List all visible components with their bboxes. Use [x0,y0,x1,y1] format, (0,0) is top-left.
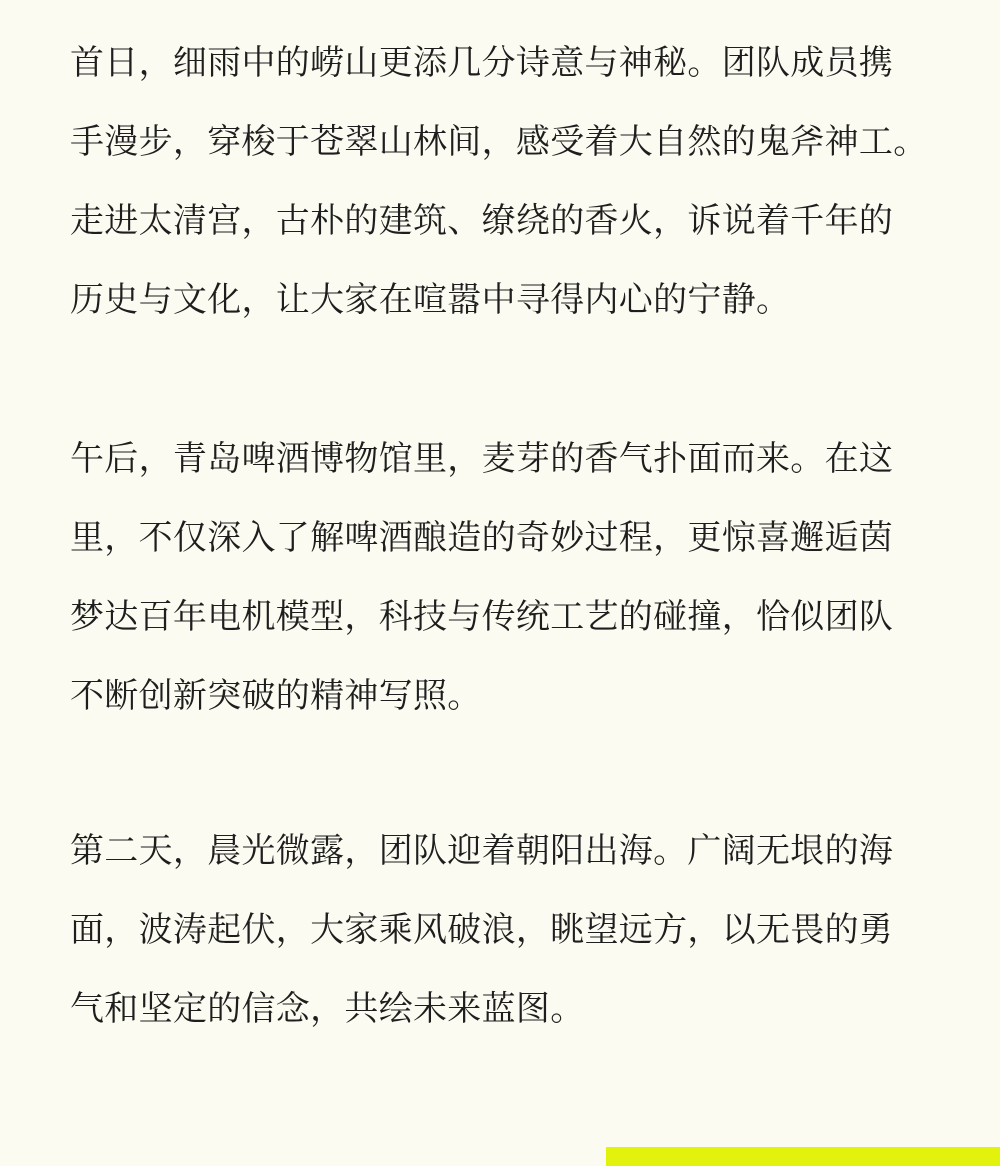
accent-bar [606,1147,1000,1166]
text-line: 历史与文化，让大家在喧嚣中寻得内心的宁静。 [70,280,791,320]
text-line: 梦达百年电机模型，科技与传统工艺的碰撞，恰似团队 [70,597,894,637]
text-line: 手漫步，穿梭于苍翠山林间，感受着大自然的鬼斧神工。 [70,122,928,162]
text-line: 里，不仅深入了解啤酒酿造的奇妙过程，更惊喜邂逅茵 [70,518,894,558]
paragraph-beer-museum [70,420,950,736]
text-line: 首日，细雨中的崂山更添几分诗意与神秘。团队成员携 [70,43,894,83]
paragraph-spacer [70,340,950,420]
text-line: 不断创新突破的精神写照。 [70,676,482,716]
text-line: 午后，青岛啤酒博物馆里，麦芽的香气扑面而来。在这 [70,439,894,479]
paragraph-spacer [70,736,950,812]
text-line: 走进太清宫，古朴的建筑、缭绕的香火，诉说着千年的 [70,201,894,241]
article-body [70,24,950,1049]
text-line: 面，波涛起伏，大家乘风破浪，眺望远方，以无畏的勇 [70,910,894,950]
text-line: 气和坚定的信念，共绘未来蓝图。 [70,989,585,1029]
text-line: 第二天，晨光微露，团队迎着朝阳出海。广阔无垠的海 [70,831,894,871]
paragraph-sea-trip [70,812,950,1049]
paragraph-laoshan [70,24,950,340]
